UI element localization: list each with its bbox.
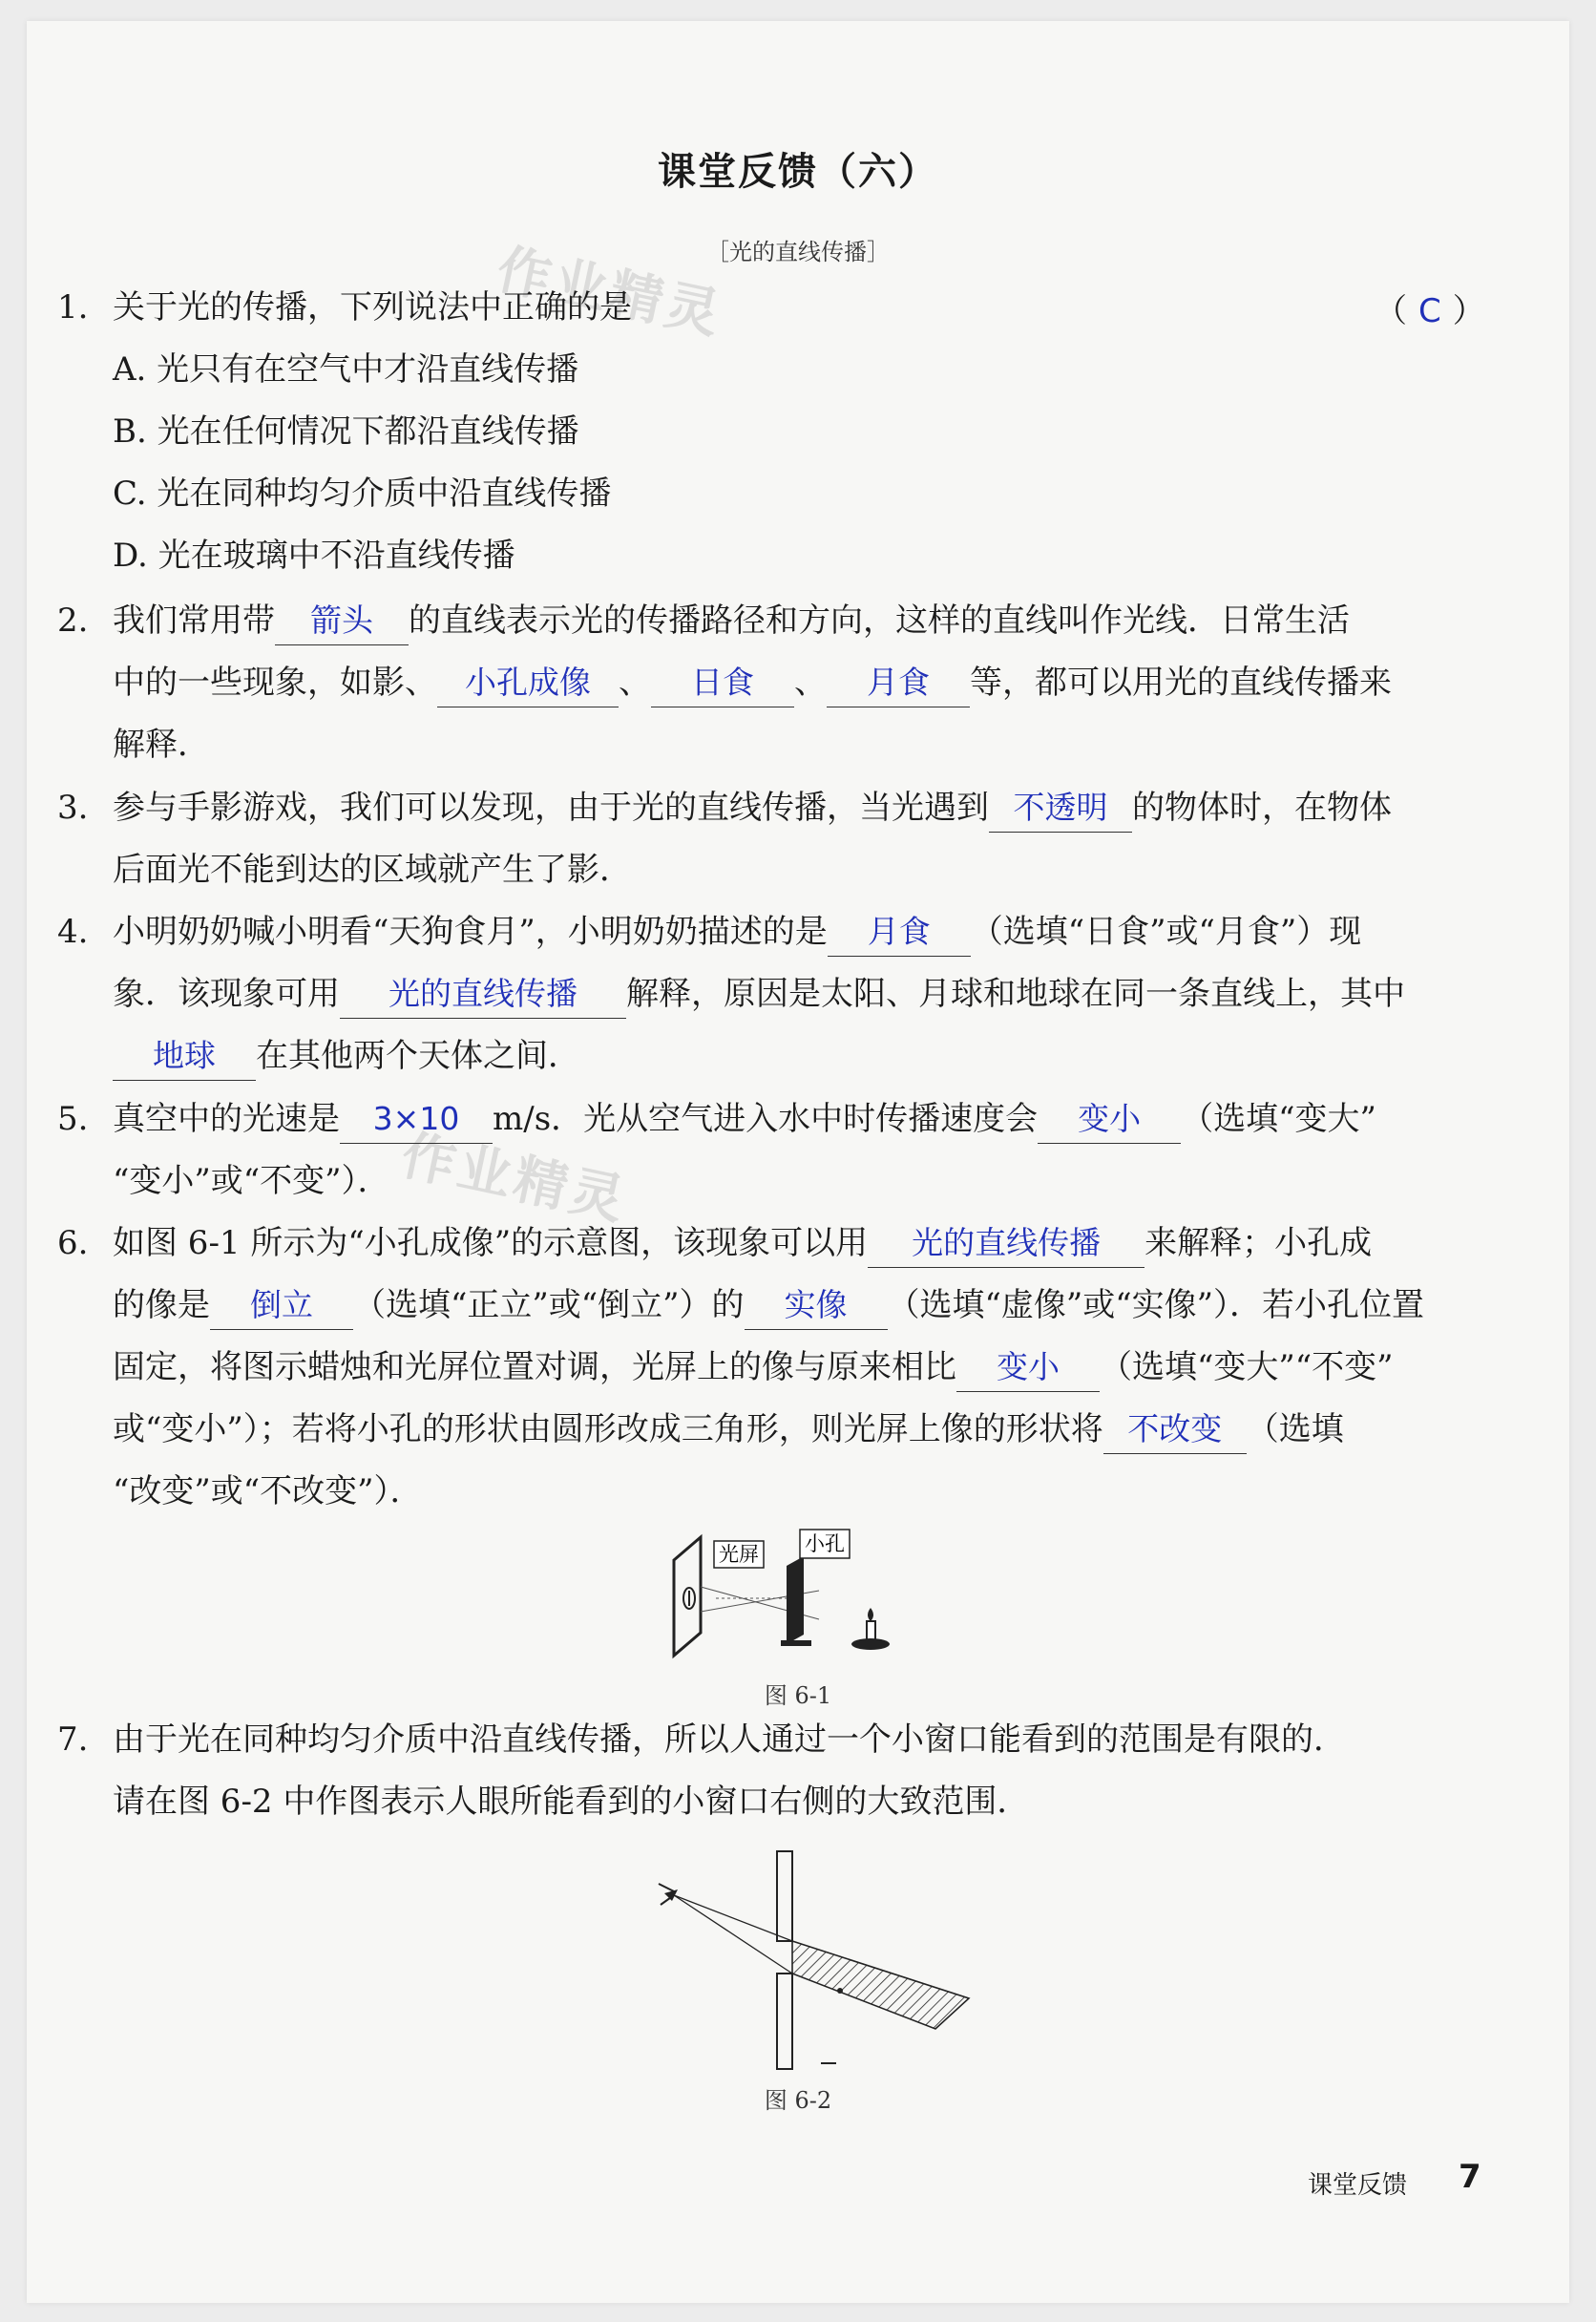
range-marker-dot (837, 1988, 843, 1994)
answer-blank: 地球 (113, 1032, 256, 1081)
answer-blank: 不透明 (989, 784, 1132, 833)
hole-label: 小孔 (805, 1532, 845, 1555)
option-a: A. 光只有在空气中才沿直线传播 (113, 350, 579, 389)
page-title: 课堂反馈（六） (658, 150, 938, 194)
question-number: 2. (57, 602, 89, 640)
window-wall-top (777, 1851, 792, 1941)
answer-blank: 光的直线传播 (868, 1219, 1144, 1268)
answer-blank: 变小 (1038, 1095, 1181, 1144)
question-number: 7. (57, 1720, 89, 1759)
eye-icon (659, 1884, 678, 1905)
figure-6-1 (659, 1528, 926, 1661)
question-number: 1. (57, 288, 89, 327)
question-5: 5. 真空中的光速是 3×10 m/s．光从空气进入水中时传播速度会 变小 （选填“变大” “变小”或“不变”）． (57, 1088, 1489, 1213)
footer-label: 课堂反馈 (1308, 2171, 1408, 2200)
option-c: C. 光在同种均匀介质中沿直线传播 (113, 475, 612, 513)
answer-blank: 实像 (745, 1281, 888, 1330)
answer-blank: 箭头 (275, 597, 409, 645)
page-number: 7 (1459, 2158, 1481, 2196)
question-4: 4. 小明奶奶喊小明看“天狗食月”，小明奶奶描述的是 月食 （选填“日食”或“月食”）现 象．该现象可用 光的直线传播 解释，原因是太阳、月球和地球在同一条直线上，其中 地球 在其他两个天体之间． (57, 901, 1489, 1087)
visible-range-shading (792, 1941, 969, 2029)
candle (851, 1608, 890, 1650)
question-number: 5. (57, 1100, 89, 1138)
light-screen (674, 1537, 701, 1656)
question-2: 2. 我们常用带 箭头 的直线表示光的传播路径和方向，这样的直线叫作光线．日常生活 中的一些现象，如影、 小孔成像 、 日食 、 月食 等，都可以用光的直线传播来 解释． (57, 590, 1489, 776)
question-3: 3. 参与手影游戏，我们可以发现，由于光的直线传播，当光遇到 不透明 的物体时，在物体 后面光不能到达的区域就产生了影． (57, 777, 1489, 901)
window-wall-bottom (777, 1974, 792, 2069)
answer-blank: 光的直线传播 (340, 970, 626, 1019)
figure-6-2 (649, 1847, 993, 2077)
option-d: D. 光在玻璃中不沿直线传播 (113, 537, 515, 575)
answer-bracket: （ C ） (1375, 292, 1485, 330)
answer-choice: C (1418, 292, 1441, 330)
answer-blank: 小孔成像 (437, 659, 619, 707)
question-number: 6. (57, 1224, 89, 1262)
answer-blank: 不改变 (1103, 1405, 1247, 1454)
watermark: 作业精灵 (491, 238, 729, 348)
answer-blank: 3×10 (340, 1095, 493, 1144)
screen-label: 光屏 (719, 1543, 759, 1566)
watermark: 作业精灵 (395, 1124, 634, 1234)
answer-blank: 月食 (827, 659, 970, 707)
section-label: ［光的直线传播］ (706, 239, 890, 265)
pinhole-board (781, 1556, 811, 1646)
figure-6-1-caption: 图 6-1 (764, 1682, 832, 1709)
figure-6-2-caption: 图 6-2 (764, 2087, 832, 2114)
question-stem: 关于光的传播，下列说法中正确的是 (113, 288, 632, 327)
answer-blank: 倒立 (210, 1281, 353, 1330)
question-6: 6. 如图 6-1 所示为“小孔成像”的示意图，该现象可以用 光的直线传播 来解释；小孔成 的像是 倒立 （选填“正立”或“倒立”）的 实像 （选填“虚像”或“实像”）．若小孔位置 固定，将图示蜡烛和光屏位置对调，光屏上的像与原来相比 变小 （选填“变大”“不变” 或“变小”）；若将小孔的形状由圆形改成三角形，则光屏上像的形状将 不改变 （选填 “改变”或“不改变”）． (57, 1213, 1489, 1523)
question-1 (57, 277, 1489, 587)
sight-lines (674, 1895, 792, 1974)
option-b: B. 光在任何情况下都沿直线传播 (113, 412, 579, 451)
question-number: 3. (57, 789, 89, 827)
answer-blank: 月食 (828, 908, 971, 957)
question-number: 4. (57, 913, 89, 951)
question-7: 7. 由于光在同种均匀介质中沿直线传播，所以人通过一个小窗口能看到的范围是有限的． 请在图 6-2 中作图表示人眼所能看到的小窗口右侧的大致范围． (57, 1709, 1489, 1833)
answer-blank: 变小 (956, 1343, 1100, 1392)
answer-blank: 日食 (651, 659, 794, 707)
